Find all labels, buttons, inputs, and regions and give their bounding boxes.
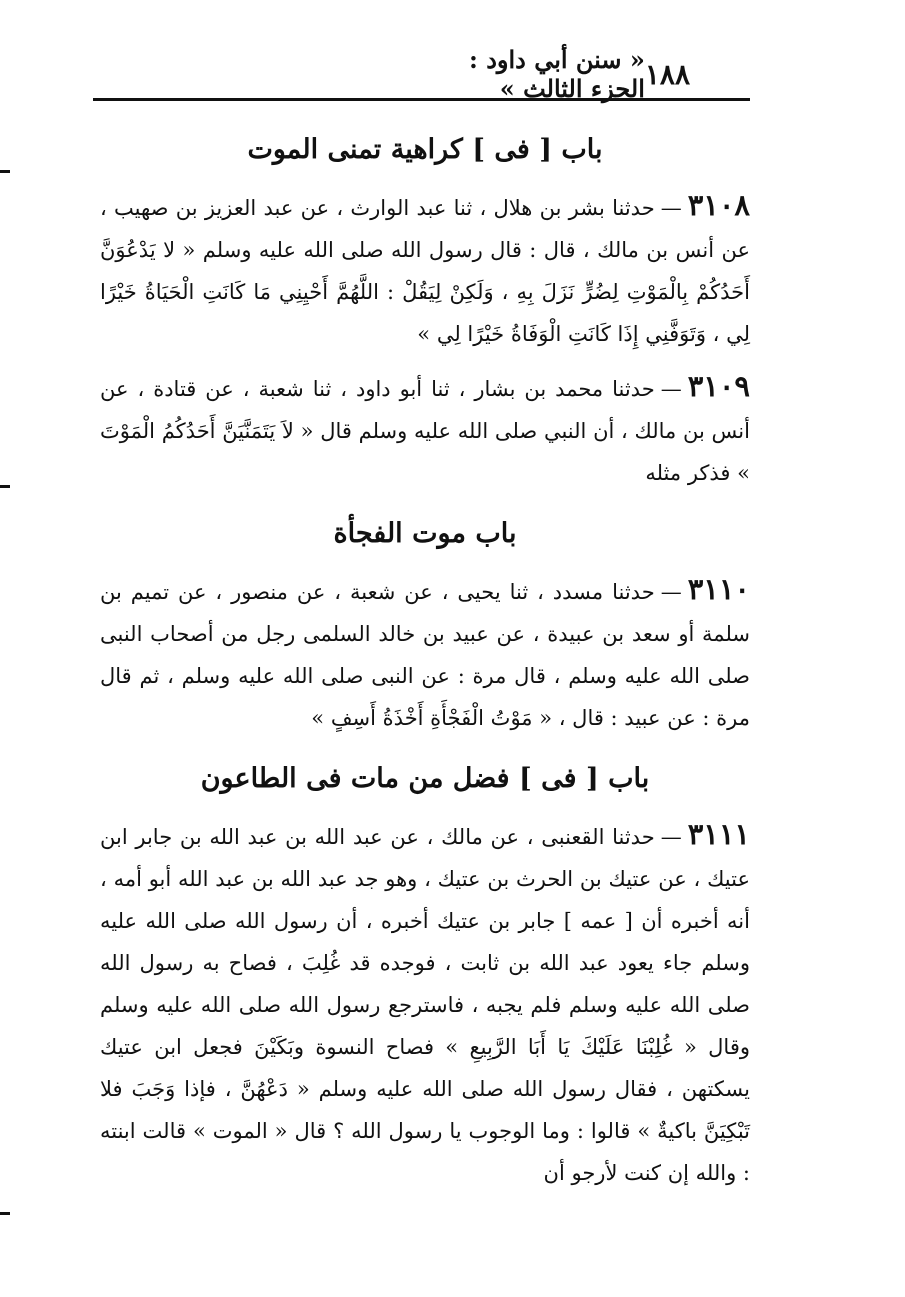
chapter-heading: باب موت الفجأة	[333, 518, 517, 549]
hadith-text: حدثنا بشر بن هلال ، ثنا عبد الوارث ، عن عبد العزيز بن صهيب ، عن أنس بن مالك ، قال : قال رسول الله صلى الله عليه وسلم « لا يَدْعُوَنَّ أَحَدُكُمْ بِالْمَوْتِ لِضُرٍّ نَزَلَ بِهِ ، وَلَكِنْ لِيَقُلْ : اللَّهُمَّ أَحْيِنِي مَا كَانَتِ الْحَيَاةُ خَيْرًا لِي ، وَتَوَفَّنِي إِذَا كَانَتِ الْوَفَاةُ خَيْرًا لِي »	[100, 196, 750, 346]
running-title: « سنن أبي داود : الجزء الثالث »	[468, 45, 645, 103]
dash-separator: —	[660, 825, 682, 849]
scan-edge-mark	[0, 170, 10, 173]
scan-edge-mark	[0, 485, 10, 488]
hadith-paragraph	[100, 568, 750, 739]
hadith-text: حدثنا مسدد ، ثنا يحيى ، عن شعبة ، عن منصور ، عن تميم بن سلمة أو سعد بن عبيدة ، عن عبيد بن خالد السلمى رجل من أصحاب النبى صلى الله عليه وسلم ، قال مرة : عن النبى صلى الله عليه وسلم ، ثم قال مرة : عن عبيد : قال ، « مَوْتُ الْفَجْأَةِ أَخْذَةُ أَسِفٍ »	[100, 580, 750, 730]
hadith-text: حدثنا محمد بن بشار ، ثنا أبو داود ، ثنا شعبة ، عن قتادة ، عن أنس بن مالك ، أن النبي صلى الله عليه وسلم قال « لاَ يَتَمَنَّيَنَّ أَحَدُكُمُ الْمَوْتَ » فذكر مثله	[100, 377, 750, 485]
dash-separator: —	[660, 377, 682, 401]
hadith-paragraph	[100, 365, 750, 494]
dash-separator: —	[660, 196, 682, 220]
scan-edge-mark	[0, 1212, 10, 1215]
dash-separator: —	[660, 580, 682, 604]
page-header	[95, 45, 750, 103]
hadith-text: حدثنا القعنبى ، عن مالك ، عن عبد الله بن عبد الله بن جابر ابن عتيك ، عن عتيك بن الحرث بن عتيك ، وهو جد عبد الله بن عبد الله أبو أمه ، أنه أخبره أن [ عمه ] جابر بن عتيك أخبره ، أن رسول الله صلى الله عليه وسلم جاء يعود عبد الله بن ثابت ، فوجده قد غُلِبَ ، فصاح به رسول الله صلى الله عليه وسلم فلم يجبه ، فاسترجع رسول الله صلى الله عليه وسلم وقال « غُلِبْنَا عَلَيْكَ يَا أَبَا الرَّبِيعِ » فصاح النسوة وبَكَيْنَ فجعل ابن عتيك يسكتهن ، فقال رسول الله صلى الله عليه وسلم « دَعْهُنَّ ، فإذا وَجَبَ فلا تَبْكِيَنَّ باكيةٌ » قالوا : وما الوجوب يا رسول الله ؟ قال « الموت » قالت ابنته : والله إن كنت لأرجو أن	[100, 825, 750, 1185]
chapter-heading: باب [ فى ] كراهية تمنى الموت	[247, 134, 603, 165]
hadith-number: ٣١٠٨	[687, 188, 750, 222]
header-rule	[93, 98, 750, 101]
page-number: ١٨٨	[644, 57, 690, 91]
page-body	[100, 120, 750, 1204]
hadith-number: ٣١١١	[687, 817, 750, 851]
hadith-number: ٣١١٠	[687, 572, 750, 606]
hadith-number: ٣١٠٩	[687, 369, 750, 403]
hadith-paragraph	[100, 813, 750, 1194]
chapter-heading: باب [ فى ] فضل من مات فى الطاعون	[200, 763, 650, 794]
hadith-paragraph	[100, 184, 750, 355]
